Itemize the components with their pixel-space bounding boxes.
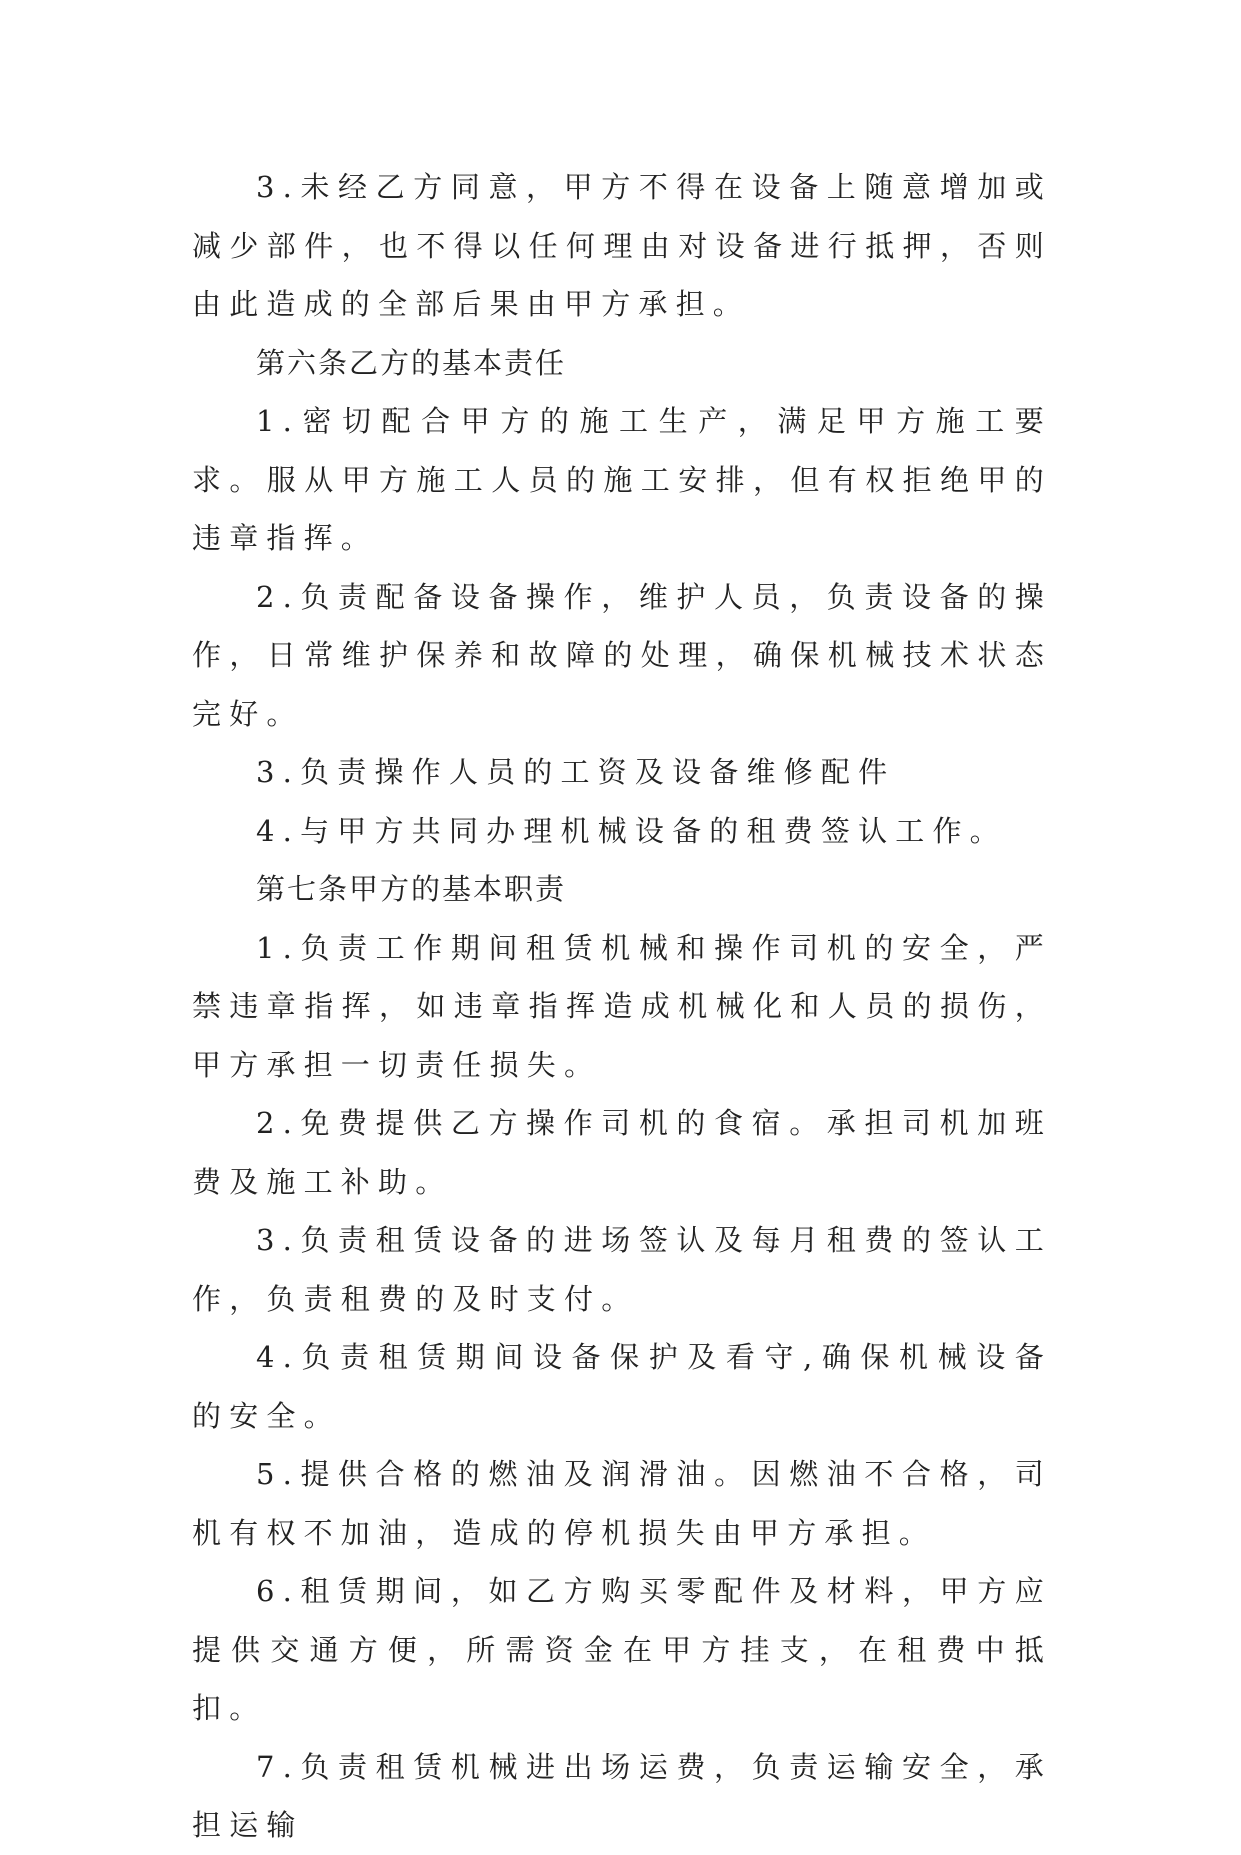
clause-paragraph: 7.负责租赁机械进出场运费，负责运输安全，承担运输 [192,1749,1052,1842]
clause-paragraph: 5.提供合格的燃油及润滑油。因燃油不合格，司机有权不加油，造成的停机损失由甲方承担。 [192,1457,1052,1550]
clause-paragraph: 3.负责租赁设备的进场签认及每月租费的签认工作，负责租费的及时支付。 [192,1223,1052,1316]
clause-paragraph: 2.负责配备设备操作，维护人员，负责设备的操作，日常维护保养和故障的处理，确保机械技术状态完好。 [192,579,1052,731]
clause-paragraph: 3.未经乙方同意，甲方不得在设备上随意增加或减少部件，也不得以任何理由对设备进行抵押，否则由此造成的全部后果由甲方承担。 [192,170,1052,321]
clause-paragraph: 4.与甲方共同办理机械设备的租费签认工作。 [256,813,1007,848]
clause-paragraph: 2.免费提供乙方操作司机的食宿。承担司机加班费及施工补助。 [192,1106,1052,1199]
article-heading: 第七条甲方的基本职责 [256,872,567,906]
clause-paragraph: 1.密切配合甲方的施工生产，满足甲方施工要求。服从甲方施工人员的施工安排，但有权拒绝甲的违章指挥。 [192,404,1052,555]
article-heading: 第六条乙方的基本责任 [256,345,567,380]
clause-paragraph: 3.负责操作人员的工资及设备维修配件 [256,755,896,789]
clause-paragraph: 6.租赁期间，如乙方购买零配件及材料，甲方应提供交通方便，所需资金在甲方挂支，在租费中抵扣。 [192,1574,1052,1725]
clause-paragraph: 4.负责租赁期间设备保护及看守,确保机械设备的安全。 [192,1340,1052,1433]
document-body [192,158,1052,1855]
clause-paragraph: 1.负责工作期间租赁机械和操作司机的安全，严禁违章指挥，如违章指挥造成机械化和人员的损伤，甲方承担一切责任损失。 [192,930,1052,1082]
